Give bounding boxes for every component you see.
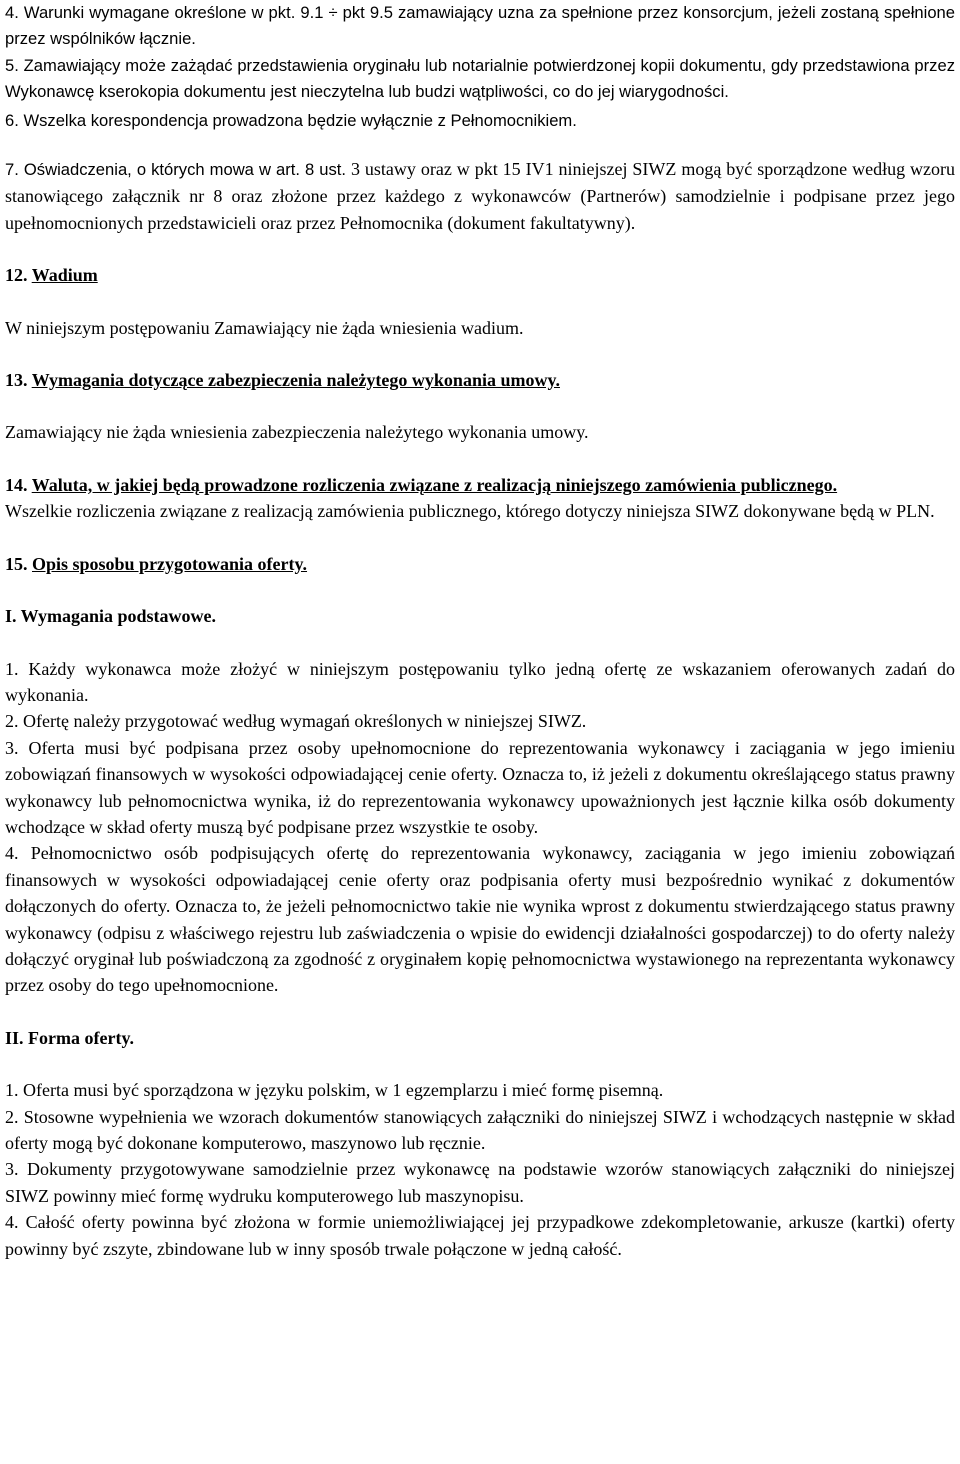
- section-15-title: Opis sposobu przygotowania oferty.: [32, 553, 308, 574]
- part-2-item-1: 1. Oferta musi być sporządzona w języku polskim, w 1 egzemplarzu i mieć formę pisemną.: [5, 1080, 664, 1101]
- part-1-heading: I. Wymagania podstawowe.: [5, 606, 217, 627]
- section-13-text: Zamawiający nie żąda wniesienia zabezpieczenia należytego wykonania umowy.: [5, 422, 589, 443]
- part-2-item-4: 4. Całość oferty powinna być złożona w formie uniemożliwiającej jej przypadkowe zdekompletowanie, arkusze (kartki) oferty powinny być zszyte, zbindowane lub w inny sposób trwale połączone w jedną całość.: [5, 1212, 955, 1259]
- section-14-heading: 14. Waluta, w jakiej będą prowadzone rozliczenia związane z realizacją niniejszego zamówienia publicznego.: [5, 474, 838, 495]
- paragraph-6: 6. Wszelka korespondencja prowadzona będzie wyłącznie z Pełnomocnikiem.: [5, 110, 577, 130]
- part-2-item-3: 3. Dokumenty przygotowywane samodzielnie przez wykonawcę na podstawie wzorów stanowiących załączniki do niniejszej SIWZ powinny mieć formę wydruku komputerowego lub maszynopisu.: [5, 1159, 955, 1206]
- section-15-heading: 15. Opis sposobu przygotowania oferty.: [5, 553, 308, 574]
- section-12-title: Wadium: [31, 265, 98, 286]
- section-12-text: W niniejszym postępowaniu Zamawiający nie żąda wniesienia wadium.: [5, 317, 524, 338]
- paragraph-7: [5, 156, 955, 236]
- paragraph-7-lead: 7. Oświadczenia, o których mowa w art. 8 ust.: [5, 160, 347, 180]
- part-1-item-3: 3. Oferta musi być podpisana przez osoby upełnomocnione do reprezentowania wykonawcy i zaciągania w jego imieniu zobowiązań finansowych w wysokości odpowiadającej cenie oferty. Oznacza to, iż jeżeli z dokumentu określającego status prawny wykonawcy lub pełnomocnictwa wynika, iż do reprezentowania wykonawcy upoważnionych jest łącznie kilka osób dokumenty wchodzące w skład oferty muszą być podpisane przez wszystkie te osoby.: [5, 737, 955, 837]
- document-page: [5, 0, 955, 1262]
- section-13-title: Wymagania dotyczące zabezpieczenia należytego wykonania umowy.: [31, 370, 560, 391]
- paragraph-4: 4. Warunki wymagane określone w pkt. 9.1 ÷ pkt 9.5 zamawiający uzna za spełnione przez konsorcjum, jeżeli zostaną spełnione przez wspólników łącznie.: [5, 3, 955, 49]
- part-2-item-2: 2. Stosowne wypełnienia we wzorach dokumentów stanowiących załączniki do niniejszej SIWZ i wchodzących następnie w skład oferty mogą być dokonane komputerowo, maszynowo lub ręcznie.: [5, 1106, 955, 1153]
- part-1-item-1: 1. Każdy wykonawca może złożyć w niniejszym postępowaniu tylko jedną ofertę ze wskazaniem oferowanych zadań do wykonania.: [5, 658, 955, 705]
- section-13-heading: 13. Wymagania dotyczące zabezpieczenia należytego wykonania umowy.: [5, 370, 560, 391]
- part-1-item-2: 2. Ofertę należy przygotować według wymagań określonych w niniejszej SIWZ.: [5, 711, 587, 732]
- paragraph-7-rest: 3 ustawy oraz w pkt 15 IV1 niniejszej SIWZ mogą być sporządzone według wzoru stanowiącego załącznik nr 8 oraz złożone przez każdego z wykonawców (Partnerów) samodzielnie i podpisane przez jego upełnomocnionych przedstawicieli oraz przez Pełnomocnika (dokument fakultatywny).: [5, 159, 955, 233]
- section-14-text: Wszelkie rozliczenia związane z realizacją zamówienia publicznego, którego dotyczy niniejsza SIWZ dokonywane będą w PLN.: [5, 501, 935, 522]
- section-12-heading: 12. Wadium: [5, 265, 98, 286]
- part-1-item-4: 4. Pełnomocnictwo osób podpisujących ofertę do reprezentowania wykonawcy, zaciągania w jego imieniu zobowiązań finansowych w wysokości odpowiadającej cenie oferty oraz podpisania oferty musi bezpośrednio wynikać z dokumentów dołączonych do oferty. Oznacza to, że jeżeli pełnomocnictwo takie nie wynika wprost z dokumentu stwierdzającego status prawny wykonawcy (odpisu z właściwego rejestru lub zaświadczenia o wpisie do ewidencji działalności gospodarczej) to do oferty należy dołączyć oryginał lub poświadczoną za zgodność z oryginałem kopię pełnomocnictwa wystawionego na reprezentanta wykonawcy przez osoby do tego upełnomocnione.: [5, 843, 955, 996]
- section-14-title: Waluta, w jakiej będą prowadzone rozliczenia związane z realizacją niniejszego zamówienia publicznego.: [31, 474, 838, 495]
- part-2-heading: II. Forma oferty.: [5, 1027, 134, 1048]
- paragraph-5: 5. Zamawiający może zażądać przedstawienia oryginału lub notarialnie potwierdzonej kopii dokumentu, gdy przedstawiona przez Wykonawcę kserokopia dokumentu jest nieczytelna lub budzi wątpliwości, co do jej wiarygodności.: [5, 55, 955, 102]
